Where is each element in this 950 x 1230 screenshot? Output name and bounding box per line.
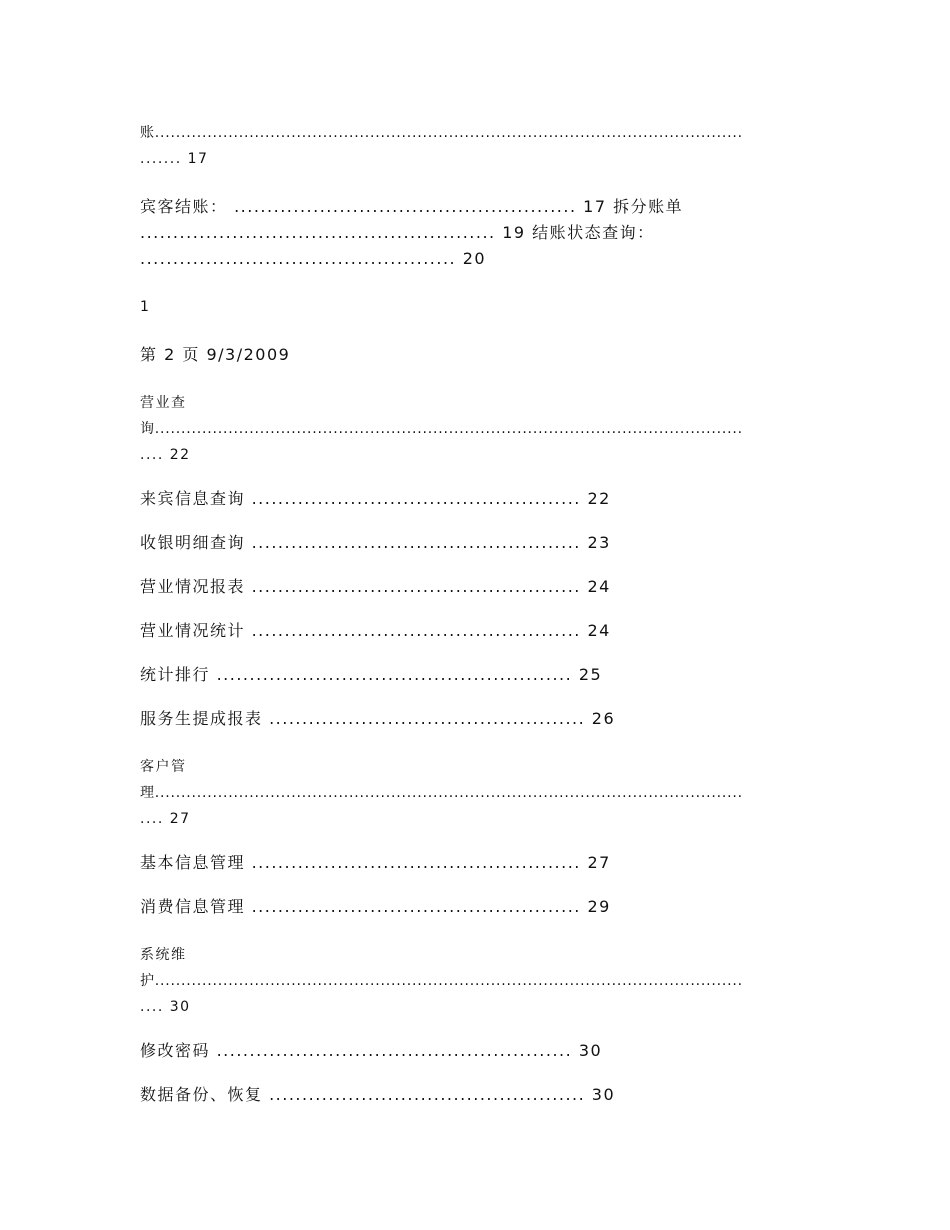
- toc-line: 营业情况统计 .................................................. 24: [140, 621, 611, 640]
- toc-entry-guest-checkout: [140, 194, 810, 272]
- toc-entry-guest-info-query: [140, 486, 810, 512]
- toc-line: 收银明细查询 .................................................. 23: [140, 533, 611, 552]
- toc-line: 系统维: [140, 947, 187, 963]
- toc-section-customer-management: [140, 754, 810, 832]
- page-number: [140, 294, 810, 320]
- toc-section-system-maintenance: [140, 942, 810, 1020]
- toc-line: 理................................................................................................................: [140, 785, 743, 801]
- toc-line: .... 22: [140, 447, 191, 463]
- toc-line: 营业情况报表 .................................................. 24: [140, 577, 611, 596]
- toc-entry-ranking: [140, 662, 810, 688]
- toc-entry-business-statistics: [140, 618, 810, 644]
- page-number-text: 1: [140, 299, 151, 315]
- toc-line: .... 30: [140, 999, 191, 1015]
- toc-line: 营业查: [140, 395, 187, 411]
- toc-line: ...................................................... 19 结账状态查询：: [140, 223, 655, 242]
- toc-entry-consumption-info-management: [140, 894, 810, 920]
- toc-entry-change-password: [140, 1038, 810, 1064]
- toc-line: .... 27: [140, 811, 191, 827]
- document-page: [140, 120, 810, 1108]
- toc-entry-data-backup-restore: [140, 1082, 810, 1108]
- toc-line: 宾客结账： .................................................... 17 拆分账单: [140, 197, 684, 216]
- toc-line: 护................................................................................................................: [140, 973, 743, 989]
- toc-line: ....... 17: [140, 151, 209, 167]
- toc-line: 询................................................................................................................: [140, 421, 743, 437]
- toc-line: 服务生提成报表 ................................................ 26: [140, 709, 616, 728]
- toc-entry-basic-info-management: [140, 850, 810, 876]
- toc-line: ................................................ 20: [140, 249, 487, 268]
- toc-line: 修改密码 ...................................................... 30: [140, 1041, 603, 1060]
- toc-line: 账................................................................................................................: [140, 125, 743, 141]
- toc-entry-cashier-detail-query: [140, 530, 810, 556]
- toc-entry-waiter-commission: [140, 706, 810, 732]
- page-footer: [140, 342, 810, 368]
- page-footer-text: 第 2 页 9/3/2009: [140, 345, 291, 364]
- toc-line: 统计排行 ...................................................... 25: [140, 665, 603, 684]
- toc-entry-checkout-continued: [140, 120, 810, 172]
- toc-line: 消费信息管理 .................................................. 29: [140, 897, 611, 916]
- toc-line: 数据备份、恢复 ................................................ 30: [140, 1085, 616, 1104]
- toc-section-business-query: [140, 390, 810, 468]
- toc-line: 客户管: [140, 759, 187, 775]
- toc-entry-business-report: [140, 574, 810, 600]
- toc-line: 来宾信息查询 .................................................. 22: [140, 489, 611, 508]
- toc-line: 基本信息管理 .................................................. 27: [140, 853, 611, 872]
